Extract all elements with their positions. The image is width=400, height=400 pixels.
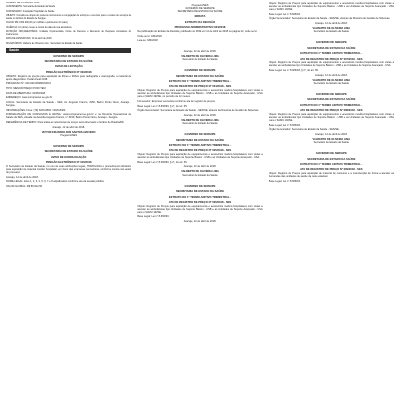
org-subtitle: SECRETARIA DE ESTADO DA SAÚDE xyxy=(307,157,356,161)
extract-date: Aracaju, 12 de abril de 2018. xyxy=(315,73,348,77)
contract-extract-block xyxy=(6,2,131,46)
signer-role: Secretário de Estado da Saúde xyxy=(182,57,218,61)
extract-title: EXTRATO DO 1º TERMO ADITIVO TRIMESTRAL - xyxy=(300,103,363,107)
org-subtitle: SECRETARIA DE ESTADO DA SAÚDE xyxy=(175,74,225,78)
errata-block xyxy=(137,15,262,61)
header-block xyxy=(137,4,262,13)
spacer xyxy=(137,61,262,67)
extract-date: Aracaju, 12 de abril de 2018. xyxy=(315,22,348,26)
contract-budget-text: DOTAÇÃO ORÇAMENTÁRIA: Unidade Orçamentária, Fonte de Recurso e Elemento de Despesa constantes do instrumento. xyxy=(6,31,132,36)
extract-paragraph: Objeto: Registro de Preços para aquisição de material de consumo e a manutenção de forma a atender as demandas das unidades de saúde da rede estadual. xyxy=(268,172,394,179)
signer-role: Pregoeiro/SES xyxy=(60,133,78,137)
notice-paragraph: NOME LEGAL: lotes 1, 2, 3, 4, 5, 6, 7 e 8 adjudicados conforme ata da sessão pública. xyxy=(6,180,105,184)
errata-subtitle: PROCESSO ADMINISTRATIVO 034/2018 xyxy=(174,26,226,30)
signer-name: VALBERTO DE OLIVEIRA LIMA xyxy=(312,138,351,141)
errata-title: ERRATA xyxy=(194,15,206,19)
spacer xyxy=(137,177,262,183)
extract-paragraph: Objeto: Registro de Preços para aquisição de equipamentos e acessórios médico-hospitalares com vistas a atender as ambulâncias tipo Unidades de Suporte Básico - USB e as Unidades de Suporte Avançado - USA para o SAMU 192SE. xyxy=(268,112,394,123)
org-title: GOVERNO DE SERGIPE xyxy=(185,7,215,11)
column-2 xyxy=(137,2,262,400)
signer-name: VICTOR EDUARDO DOS SANTOS AZEVEDO xyxy=(41,130,96,134)
signer-role: Secretário de Estado da Saúde xyxy=(182,173,218,177)
extract-paragraph: Base Legal: Lei nº 8.666/93. xyxy=(268,179,301,183)
notice-subtitle: PREGÃO ELETRÔNICO Nº 016/2018 xyxy=(45,161,92,165)
notice-paragraph: Aracaju, 12 de abril de 2018. xyxy=(6,175,39,179)
signer-name: VALBERTO DE OLIVEIRA LIMA xyxy=(312,27,351,31)
signer-role: Pregoeiro/SES xyxy=(191,4,209,7)
extract-date: Aracaju, 12 de abril de 2018. xyxy=(183,113,217,117)
extract-subtitle: ATA DE REGISTRO DE PREÇO Nº 006/2018 - SES xyxy=(168,200,232,204)
extract-paragraph: Órgão Gerenciador: Secretaria de Estado da Saúde - SES/SE, através da Diretoria de Gestão de Sistemas. xyxy=(268,17,391,21)
org-subtitle: SECRETARIA DE ESTADO DA SAÚDE xyxy=(177,10,223,14)
org-subtitle: SECRETARIA DE ESTADO DA SAÚDE xyxy=(44,60,93,64)
contract-grantor-text: CONVENENTE: Secretaria de Estado da Saúde xyxy=(6,6,56,9)
extract-date: Aracaju, 12 de abril de 2018. xyxy=(183,165,217,169)
column-3 xyxy=(269,2,394,400)
extract-paragraph: Objeto: Registro de Preços para aquisição de equipamentos e acessórios médico-hospitalares com vistas a atender as ambulâncias tipo Unidades de Suporte Básico - USB e as Unidades de Suporte Avançado - USA para o SAMU 192SE, no período de 12 meses. xyxy=(137,89,263,99)
notice-title: AVISO DE LICITAÇÃO xyxy=(54,65,83,69)
extract-block xyxy=(269,93,394,144)
extract-subtitle: ATA DE REGISTRO DE PREÇO Nº 009/2018 - SES xyxy=(300,168,363,172)
notice-paragraph: O Secretário de Estado da Saúde, no uso de suas atribuições legais, HOMOLOGA o procedimento licitatório para aquisição de material médico hospitalar, em favor das empresas vencedoras, conforme consta nos autos do processo. xyxy=(6,164,132,174)
column-1 xyxy=(6,2,131,400)
org-subtitle: SECRETARIA DE ESTADO DA SAÚDE xyxy=(44,150,93,154)
extract-block xyxy=(137,185,262,223)
tender-notice-block xyxy=(6,55,131,137)
contract-signers-text: SIGNATÁRIOS: Valberto de Oliveira Lima - Secretário de Estado da Saúde xyxy=(6,42,83,45)
notice-paragraph: FORMALIZAÇÃO DE CONSULTAS E EDITAL: www.comprasnet.se.gov.br e na Diretoria Operacional de Saúde da SES, situada na Avenida Augusto Franco, nº 3150, Bairro Ponto Novo, Aracaju - Sergipe. xyxy=(6,113,132,120)
notice-paragraph: VALOR GLOBAL: R$ 89.642,50 xyxy=(6,184,43,188)
contract-date-text: DATA DE ASSINATURA: 10 de abril de 2018. xyxy=(6,38,53,41)
spacer xyxy=(137,125,262,131)
notice-paragraph: ENDEREÇO: www.comprasnet.se.gov.br xyxy=(6,96,53,100)
signer-name: VALBERTO DE OLIVEIRA LIMA xyxy=(312,78,351,82)
extract-paragraph: Objeto: Registro de Preços para aquisição de equipamentos e acessórios médico-hospitalares com vistas a atender as ambulâncias tipo Unidades de Suporte Básico - USB e as Unidades de Suporte Avançado - USA. xyxy=(268,61,394,68)
notice-date: Aracaju, 12 de abril de 2018. xyxy=(52,125,85,129)
extract-paragraph: Base Legal: Lei nº 8.666/93, § 2º, do art. 65. xyxy=(137,104,188,108)
org-subtitle: SECRETARIA DE ESTADO DA SAÚDE xyxy=(307,46,356,50)
section-header-saude: Saúde xyxy=(6,48,131,53)
contract-number-text: NÚMERO DE CONVÊNIO: 2018 xyxy=(6,2,40,4)
extract-paragraph: Órgão Gerenciador: Secretaria de Estado da Saúde - SES/SE. xyxy=(268,128,340,132)
org-subtitle: SECRETARIA DE ESTADO DA SAÚDE xyxy=(175,190,225,194)
extract-subtitle: ATA DE REGISTRO DE PREÇO Nº 004/2018 - SES xyxy=(168,85,232,89)
spacer xyxy=(269,33,394,39)
extract-block xyxy=(269,152,394,183)
org-title: GOVERNO DE SERGIPE xyxy=(53,144,85,148)
extract-paragraph: Base Legal: Lei nº 8.666/93, § 2º, do art. 65. xyxy=(268,69,319,72)
extract-subtitle: ATA DE REGISTRO DE PREÇO Nº 008/2018 - SES xyxy=(300,109,363,113)
extract-title: EXTRATO DO 1º TERMO ADITIVO TRIMESTRAL - xyxy=(168,143,232,147)
org-title: GOVERNO DE SERGIPE xyxy=(315,41,347,45)
extract-paragraph: Base Legal: Lei nº 8.666/93, § 2º, do art. 65. xyxy=(137,160,188,164)
errata-paragraph: Onde se lê: 034/2018 xyxy=(137,34,162,38)
spacer xyxy=(6,137,131,143)
signer-role: Secretário de Estado da Saúde xyxy=(313,141,350,145)
extract-paragraph: Fornecedor: Empresa vencedora conforme ata de registro de preços. xyxy=(137,99,216,103)
spacer xyxy=(269,144,394,150)
contract-value-text: VALOR: R$ 1.500.000,00 (um milhão e quinhentos mil reais) xyxy=(6,22,68,25)
contract-grantee-text: CONVENIADO: Fundação Hospitalar de Saúde xyxy=(6,10,55,13)
spacer xyxy=(269,85,394,91)
extract-paragraph: Objeto: Registro de Preços para aquisição de equipamentos e acessórios médico-hospitalares com vistas a atender as ambulâncias tipo Unidades de Suporte Básico - USB e as Unidades de Suporte Avançado - USA. xyxy=(137,153,263,160)
contract-object-text: OBJETO: Constitui-se objeto do presente instrumento a conjugação de esforços e recursos para o custeio de serviços de saúde no âmbito do Estado de Sergipe. xyxy=(6,15,132,20)
extract-block xyxy=(269,41,394,84)
extract-block xyxy=(269,2,394,33)
signer-name: VALBERTO DE OLIVEIRA LIMA xyxy=(181,54,219,58)
extract-date: Aracaju, 12 de abril de 2018. xyxy=(183,220,217,224)
org-title: GOVERNO DE SERGIPE xyxy=(53,54,85,58)
org-title: GOVERNO DE SERGIPE xyxy=(315,92,347,96)
errata-paragraph: Leia-se: 034/2018 xyxy=(137,39,158,43)
notice-paragraph: REFERÊNCIA DE TEMPO: Para todas as referências de tempo será observado o horário de Brasília/DF. xyxy=(6,120,125,124)
extract-paragraph: Objeto: Registro de Preços para aquisição de equipamentos e acessórios médico-hospitalares com vistas a atender as ambulâncias tipo Unidades de Suporte Básico - USB e as Unidades de Suporte Avançado - USA para o SAMU 192SE. xyxy=(137,204,263,214)
notice-paragraph: TIPO: MENOR PREÇO POR ITEM xyxy=(6,87,46,90)
extract-title: EXTRATO DO 1º TERMO ADITIVO TRIMESTRAL - xyxy=(300,52,363,56)
notice-paragraph: OBJETO: Registro de preços para aquisição de filmes e fitilhos para radiografia e mamografia, a material de apoio diagnóstico. Pedal Anual 2018. xyxy=(6,74,132,81)
signer-role: Secretário de Estado da Saúde xyxy=(313,30,350,34)
contract-term-text: VIGÊNCIA: 12 (doze) meses a contar da data de sua assinatura. xyxy=(6,26,73,29)
notice-paragraph: DATA DE ABERTURA: 02/05/2018 xyxy=(6,91,46,95)
org-title: GOVERNO DE SERGIPE xyxy=(315,152,347,156)
extract-paragraph: Base Legal: Lei nº 8.666/93. xyxy=(268,123,301,127)
extract-subtitle: ATA DE REGISTRO DE PREÇO Nº 005/2018 - SES xyxy=(168,149,232,153)
errata-subtitle: EXTRATO DA DECISÃO xyxy=(184,20,216,24)
errata-paragraph: Na publicação do Extrato da Decisão, publicado no DOE em 11 de Abril de 2018 na página 22, onde se lê: xyxy=(137,29,258,33)
extract-paragraph: Base Legal: Lei nº 8.666/93. xyxy=(268,12,301,16)
extract-block xyxy=(137,133,262,176)
notice-title: AVISO DE HOMOLOGAÇÃO xyxy=(50,155,87,159)
errata-date: Aracaju, 12 de abril de 2018. xyxy=(183,49,217,53)
extract-paragraph: Objeto: Registro de Preços para aquisição de equipamentos e acessórios médico-hospitalares com vistas a atender as ambulâncias tipo Unidades de Suporte Básico - USB e as Unidades de Suporte Avançado - USA para o SAMU 192SE. xyxy=(268,2,394,12)
signer-role: Secretário de Estado da Saúde xyxy=(182,121,218,125)
homologation-notice-block xyxy=(6,145,131,188)
extract-paragraph: Órgão Gerenciador: Secretaria de Estado da Saúde - SES/SE, através da Diretoria de Gestão de Sistemas. xyxy=(137,109,259,113)
org-title: GOVERNO DE SERGIPE xyxy=(184,133,216,137)
signer-name: VALBERTO DE OLIVEIRA LIMA xyxy=(181,170,219,174)
org-subtitle: SECRETARIA DE ESTADO DA SAÚDE xyxy=(175,138,225,142)
extract-title: EXTRATO DO 1º TERMO ADITIVO TRIMESTRAL - xyxy=(168,195,232,199)
signer-role: Secretário de Estado da Saúde xyxy=(313,81,350,85)
notice-paragraph: PROCESSO Nº: 020.000.00680/2018-0 xyxy=(6,82,51,86)
notice-subtitle: PREGÃO ELETRÔNICO Nº 023/2018 xyxy=(45,70,92,74)
org-title: GOVERNO DE SERGIPE xyxy=(184,184,216,188)
extract-date: Aracaju, 12 de abril de 2018. xyxy=(315,132,348,136)
notice-paragraph: LOCAL: Secretaria de Estado da Saúde - SES, Av. Augusto Franco, 3150, Bairro Ponto Novo, Aracaju - Sergipe. xyxy=(6,100,132,107)
signer-name: VALBERTO DE OLIVEIRA LIMA xyxy=(181,118,219,122)
org-subtitle: SECRETARIA DE ESTADO DA SAÚDE xyxy=(307,98,356,102)
notice-paragraph: INFORMAÇÕES: Fone: (79) 3226-8300 / 3226-8304. xyxy=(6,108,67,112)
extract-paragraph: Base Legal: Lei nº 8.666/93. xyxy=(137,215,170,219)
extract-block xyxy=(137,69,262,125)
org-title: GOVERNO DE SERGIPE xyxy=(184,69,216,73)
extract-title: EXTRATO DO 1º TERMO ADITIVO TRIMESTRAL - xyxy=(300,163,363,167)
extract-subtitle: ATA DE REGISTRO DE PREÇO Nº 007/2018 - SES xyxy=(300,57,363,61)
extract-title: EXTRATO DO 1º TERMO ADITIVO TRIMESTRAL - xyxy=(168,79,232,83)
